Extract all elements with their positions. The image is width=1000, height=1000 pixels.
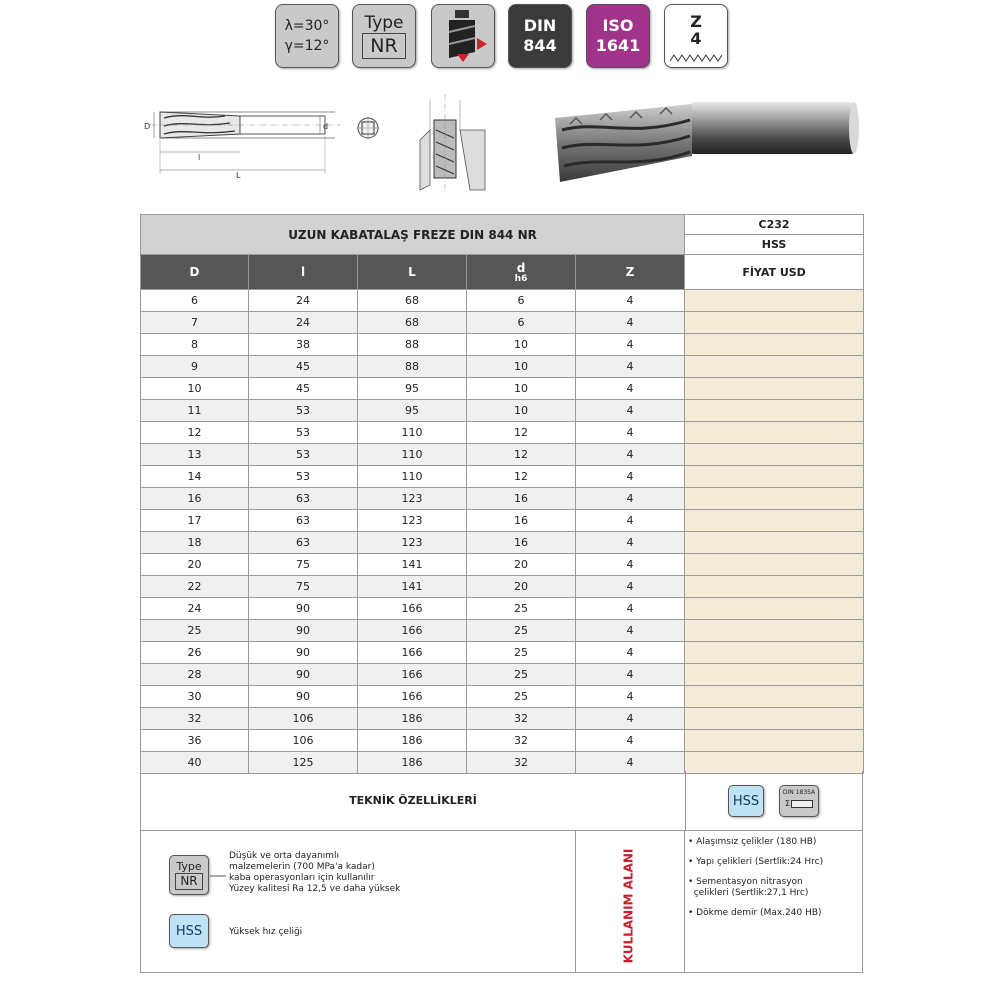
type-nr-description <box>229 851 569 895</box>
cell-d: 12 <box>467 444 576 466</box>
cell-L: 166 <box>358 620 467 642</box>
cell-L: 110 <box>358 422 467 444</box>
hss-material-badge-text: HSS <box>732 793 760 809</box>
cell-Z: 4 <box>576 554 685 576</box>
cell-l: 125 <box>249 752 358 774</box>
cell-D: 7 <box>141 312 249 334</box>
table-row <box>141 312 864 334</box>
col-header-d <box>467 255 576 290</box>
cell-D: 28 <box>141 664 249 686</box>
cell-d: 32 <box>467 708 576 730</box>
cell-d: 10 <box>467 400 576 422</box>
cell-price <box>685 400 864 422</box>
shank-icon <box>785 799 813 808</box>
cell-D: 18 <box>141 532 249 554</box>
din-1835a-text: DIN 1835A <box>782 789 816 796</box>
cell-D: 26 <box>141 642 249 664</box>
cell-L: 141 <box>358 554 467 576</box>
cell-L: 68 <box>358 290 467 312</box>
cell-Z: 4 <box>576 620 685 642</box>
cell-l: 53 <box>249 422 358 444</box>
cell-l: 38 <box>249 334 358 356</box>
flute-count-badge <box>664 4 728 68</box>
cell-D: 17 <box>141 510 249 532</box>
cell-Z: 4 <box>576 598 685 620</box>
cell-d: 16 <box>467 488 576 510</box>
cell-Z: 4 <box>576 290 685 312</box>
cell-l: 24 <box>249 312 358 334</box>
cell-D: 16 <box>141 488 249 510</box>
cell-D: 30 <box>141 686 249 708</box>
cell-Z: 4 <box>576 312 685 334</box>
table-row <box>141 334 864 356</box>
iso-label: ISO <box>602 16 634 35</box>
cell-d: 16 <box>467 510 576 532</box>
end-mill-product-image <box>555 102 859 182</box>
dim-d: d <box>323 122 329 131</box>
hss-description: Yüksek hız çeliği <box>229 927 303 937</box>
cell-L: 166 <box>358 642 467 664</box>
usage-material-text-cont: çelikleri (Sertlik:27,1 Hrc) <box>688 888 809 898</box>
cell-d: 25 <box>467 686 576 708</box>
type-small-label: Type <box>176 859 202 873</box>
cutting-direction-badge <box>431 4 495 68</box>
cell-price <box>685 466 864 488</box>
cell-price <box>685 642 864 664</box>
cell-Z: 4 <box>576 488 685 510</box>
cell-price <box>685 686 864 708</box>
z-value: 4 <box>690 29 702 48</box>
cell-l: 90 <box>249 642 358 664</box>
cell-Z: 4 <box>576 664 685 686</box>
lambda-angle: λ=30° <box>284 18 330 34</box>
cell-Z: 4 <box>576 356 685 378</box>
cell-price <box>685 378 864 400</box>
hss-material-badge <box>728 785 764 817</box>
cell-Z: 4 <box>576 708 685 730</box>
technical-features-row <box>140 771 863 831</box>
type-small-value: NR <box>175 873 203 890</box>
col-header-Z: Z <box>576 255 685 290</box>
gamma-angle: γ=12° <box>284 38 330 54</box>
cell-l: 106 <box>249 708 358 730</box>
cell-Z: 4 <box>576 400 685 422</box>
type-desc-line-4: Yüzey kalitesi Ra 12,5 ve daha yüksek <box>229 884 401 894</box>
cell-d: 25 <box>467 620 576 642</box>
cell-Z: 4 <box>576 686 685 708</box>
dim-D: D <box>144 122 151 131</box>
usage-material-item <box>688 908 860 919</box>
cell-d: 25 <box>467 642 576 664</box>
cell-L: 123 <box>358 532 467 554</box>
cell-D: 24 <box>141 598 249 620</box>
cell-D: 9 <box>141 356 249 378</box>
cell-price <box>685 708 864 730</box>
cell-D: 14 <box>141 466 249 488</box>
cell-d: 12 <box>467 466 576 488</box>
cell-Z: 4 <box>576 444 685 466</box>
hss-small-text: HSS <box>175 923 203 939</box>
cell-l: 24 <box>249 290 358 312</box>
type-nr-small-badge <box>169 855 209 895</box>
cell-l: 90 <box>249 664 358 686</box>
col-header-L: L <box>358 255 467 290</box>
angle-badge <box>275 4 339 68</box>
cell-l: 53 <box>249 444 358 466</box>
cell-l: 53 <box>249 400 358 422</box>
table-row <box>141 554 864 576</box>
end-view-drawing <box>356 116 380 140</box>
type-value: NR <box>362 33 406 59</box>
cell-D: 11 <box>141 400 249 422</box>
table-row <box>141 400 864 422</box>
cell-L: 166 <box>358 686 467 708</box>
cell-d: 6 <box>467 312 576 334</box>
dim-l: l <box>198 153 201 162</box>
usage-material-item <box>688 857 860 868</box>
cell-Z: 4 <box>576 576 685 598</box>
shank-symbol: Σ <box>784 799 791 808</box>
table-row <box>141 598 864 620</box>
cell-l: 53 <box>249 466 358 488</box>
table-row <box>141 510 864 532</box>
technical-features-label: TEKNİK ÖZELLİKLERİ <box>349 794 477 807</box>
table-row <box>141 620 864 642</box>
cell-price <box>685 334 864 356</box>
cell-Z: 4 <box>576 334 685 356</box>
col-header-d-label: d <box>516 260 526 275</box>
cell-l: 90 <box>249 620 358 642</box>
cell-Z: 4 <box>576 510 685 532</box>
dim-L: L <box>236 171 241 180</box>
cell-L: 110 <box>358 444 467 466</box>
din-value: 844 <box>523 36 557 55</box>
cell-price <box>685 356 864 378</box>
usage-material-text: • Yapı çelikleri (Sertlik:24 Hrc) <box>688 857 824 867</box>
iso-value: 1641 <box>595 36 641 55</box>
usage-material-text: • Sementasyon nitrasyon <box>688 877 803 887</box>
table-row <box>141 664 864 686</box>
usage-material-item <box>688 837 860 848</box>
cell-D: 22 <box>141 576 249 598</box>
table-row <box>141 290 864 312</box>
cell-d: 10 <box>467 378 576 400</box>
cell-d: 10 <box>467 356 576 378</box>
cell-L: 88 <box>358 334 467 356</box>
type-desc-line-2: malzemelerin (700 MPa'a kadar) <box>229 862 375 872</box>
cell-L: 186 <box>358 730 467 752</box>
cell-L: 123 <box>358 488 467 510</box>
iso-badge <box>586 4 650 68</box>
table-row <box>141 532 864 554</box>
cell-price <box>685 290 864 312</box>
cell-l: 106 <box>249 730 358 752</box>
cell-d: 25 <box>467 664 576 686</box>
cell-l: 90 <box>249 598 358 620</box>
cell-D: 25 <box>141 620 249 642</box>
cell-d: 16 <box>467 532 576 554</box>
cell-D: 40 <box>141 752 249 774</box>
cell-price <box>685 444 864 466</box>
cell-price <box>685 598 864 620</box>
cell-l: 63 <box>249 532 358 554</box>
technical-features-icons <box>685 771 863 830</box>
table-row <box>141 422 864 444</box>
cell-Z: 4 <box>576 532 685 554</box>
cell-L: 186 <box>358 752 467 774</box>
milling-schematic <box>420 94 485 194</box>
cell-L: 141 <box>358 576 467 598</box>
hss-small-badge <box>169 914 209 948</box>
technical-drawings <box>130 90 870 200</box>
type-label: Type <box>364 12 404 33</box>
cell-L: 88 <box>358 356 467 378</box>
table-row <box>141 686 864 708</box>
cell-price <box>685 576 864 598</box>
table-title: UZUN KABATALAŞ FREZE DIN 844 NR <box>141 215 685 255</box>
cell-L: 186 <box>358 708 467 730</box>
cell-price <box>685 488 864 510</box>
cutting-direction-icon <box>435 8 491 64</box>
cell-D: 13 <box>141 444 249 466</box>
din-1835a-badge <box>779 785 819 817</box>
tooth-profile-icon <box>670 53 722 63</box>
cell-d: 25 <box>467 598 576 620</box>
col-header-price: FİYAT USD <box>685 255 864 290</box>
table-row <box>141 444 864 466</box>
usage-area-label: KULLANIM ALANI <box>621 848 635 964</box>
cell-Z: 4 <box>576 378 685 400</box>
type-badge <box>352 4 416 68</box>
col-header-l: l <box>249 255 358 290</box>
cell-D: 10 <box>141 378 249 400</box>
cell-price <box>685 312 864 334</box>
cell-l: 45 <box>249 378 358 400</box>
cell-D: 6 <box>141 290 249 312</box>
cell-L: 68 <box>358 312 467 334</box>
cell-d: 32 <box>467 752 576 774</box>
cell-d: 6 <box>467 290 576 312</box>
cell-L: 166 <box>358 598 467 620</box>
cell-D: 8 <box>141 334 249 356</box>
cell-l: 63 <box>249 488 358 510</box>
arrow-connector-icon <box>210 873 228 879</box>
din-badge <box>508 4 572 68</box>
cell-d: 10 <box>467 334 576 356</box>
cell-D: 36 <box>141 730 249 752</box>
type-desc-line-1: Düşük ve orta dayanımlı <box>229 851 339 861</box>
cell-d: 32 <box>467 730 576 752</box>
cell-L: 95 <box>358 400 467 422</box>
table-row <box>141 466 864 488</box>
cell-d: 20 <box>467 554 576 576</box>
cell-d: 20 <box>467 576 576 598</box>
table-row <box>141 356 864 378</box>
table-row <box>141 378 864 400</box>
cell-price <box>685 554 864 576</box>
table-row <box>141 730 864 752</box>
cell-price <box>685 422 864 444</box>
cell-Z: 4 <box>576 752 685 774</box>
cell-price <box>685 510 864 532</box>
product-code: C232 <box>685 215 864 235</box>
cell-l: 75 <box>249 576 358 598</box>
cell-price <box>685 532 864 554</box>
din-label: DIN <box>523 16 557 35</box>
usage-materials-list <box>688 837 860 928</box>
cell-Z: 4 <box>576 642 685 664</box>
cell-D: 32 <box>141 708 249 730</box>
cell-l: 63 <box>249 510 358 532</box>
cell-l: 75 <box>249 554 358 576</box>
type-desc-line-3: kaba operasyonları için kullanılır <box>229 873 375 883</box>
cell-price <box>685 664 864 686</box>
product-material: HSS <box>685 235 864 255</box>
cell-L: 166 <box>358 664 467 686</box>
cell-l: 90 <box>249 686 358 708</box>
col-header-D: D <box>141 255 249 290</box>
cell-D: 20 <box>141 554 249 576</box>
table-row <box>141 708 864 730</box>
cell-L: 95 <box>358 378 467 400</box>
cell-Z: 4 <box>576 422 685 444</box>
side-view-drawing <box>144 112 340 180</box>
table-row <box>141 642 864 664</box>
cell-D: 12 <box>141 422 249 444</box>
usage-material-text: • Alaşımsız çelikler (180 HB) <box>688 837 817 847</box>
cell-price <box>685 730 864 752</box>
table-row <box>141 488 864 510</box>
table-row <box>141 576 864 598</box>
col-header-d-tolerance: h6 <box>514 273 528 284</box>
z-label: Z <box>690 12 702 31</box>
cell-Z: 4 <box>576 730 685 752</box>
cell-d: 12 <box>467 422 576 444</box>
cell-L: 110 <box>358 466 467 488</box>
cell-l: 45 <box>249 356 358 378</box>
product-table <box>140 214 864 774</box>
usage-area-label-wrap <box>617 848 639 964</box>
usage-material-text: • Dökme demir (Max.240 HB) <box>688 908 822 918</box>
cell-L: 123 <box>358 510 467 532</box>
cell-price <box>685 620 864 642</box>
usage-section <box>140 830 863 973</box>
cell-Z: 4 <box>576 466 685 488</box>
usage-material-item <box>688 877 860 899</box>
